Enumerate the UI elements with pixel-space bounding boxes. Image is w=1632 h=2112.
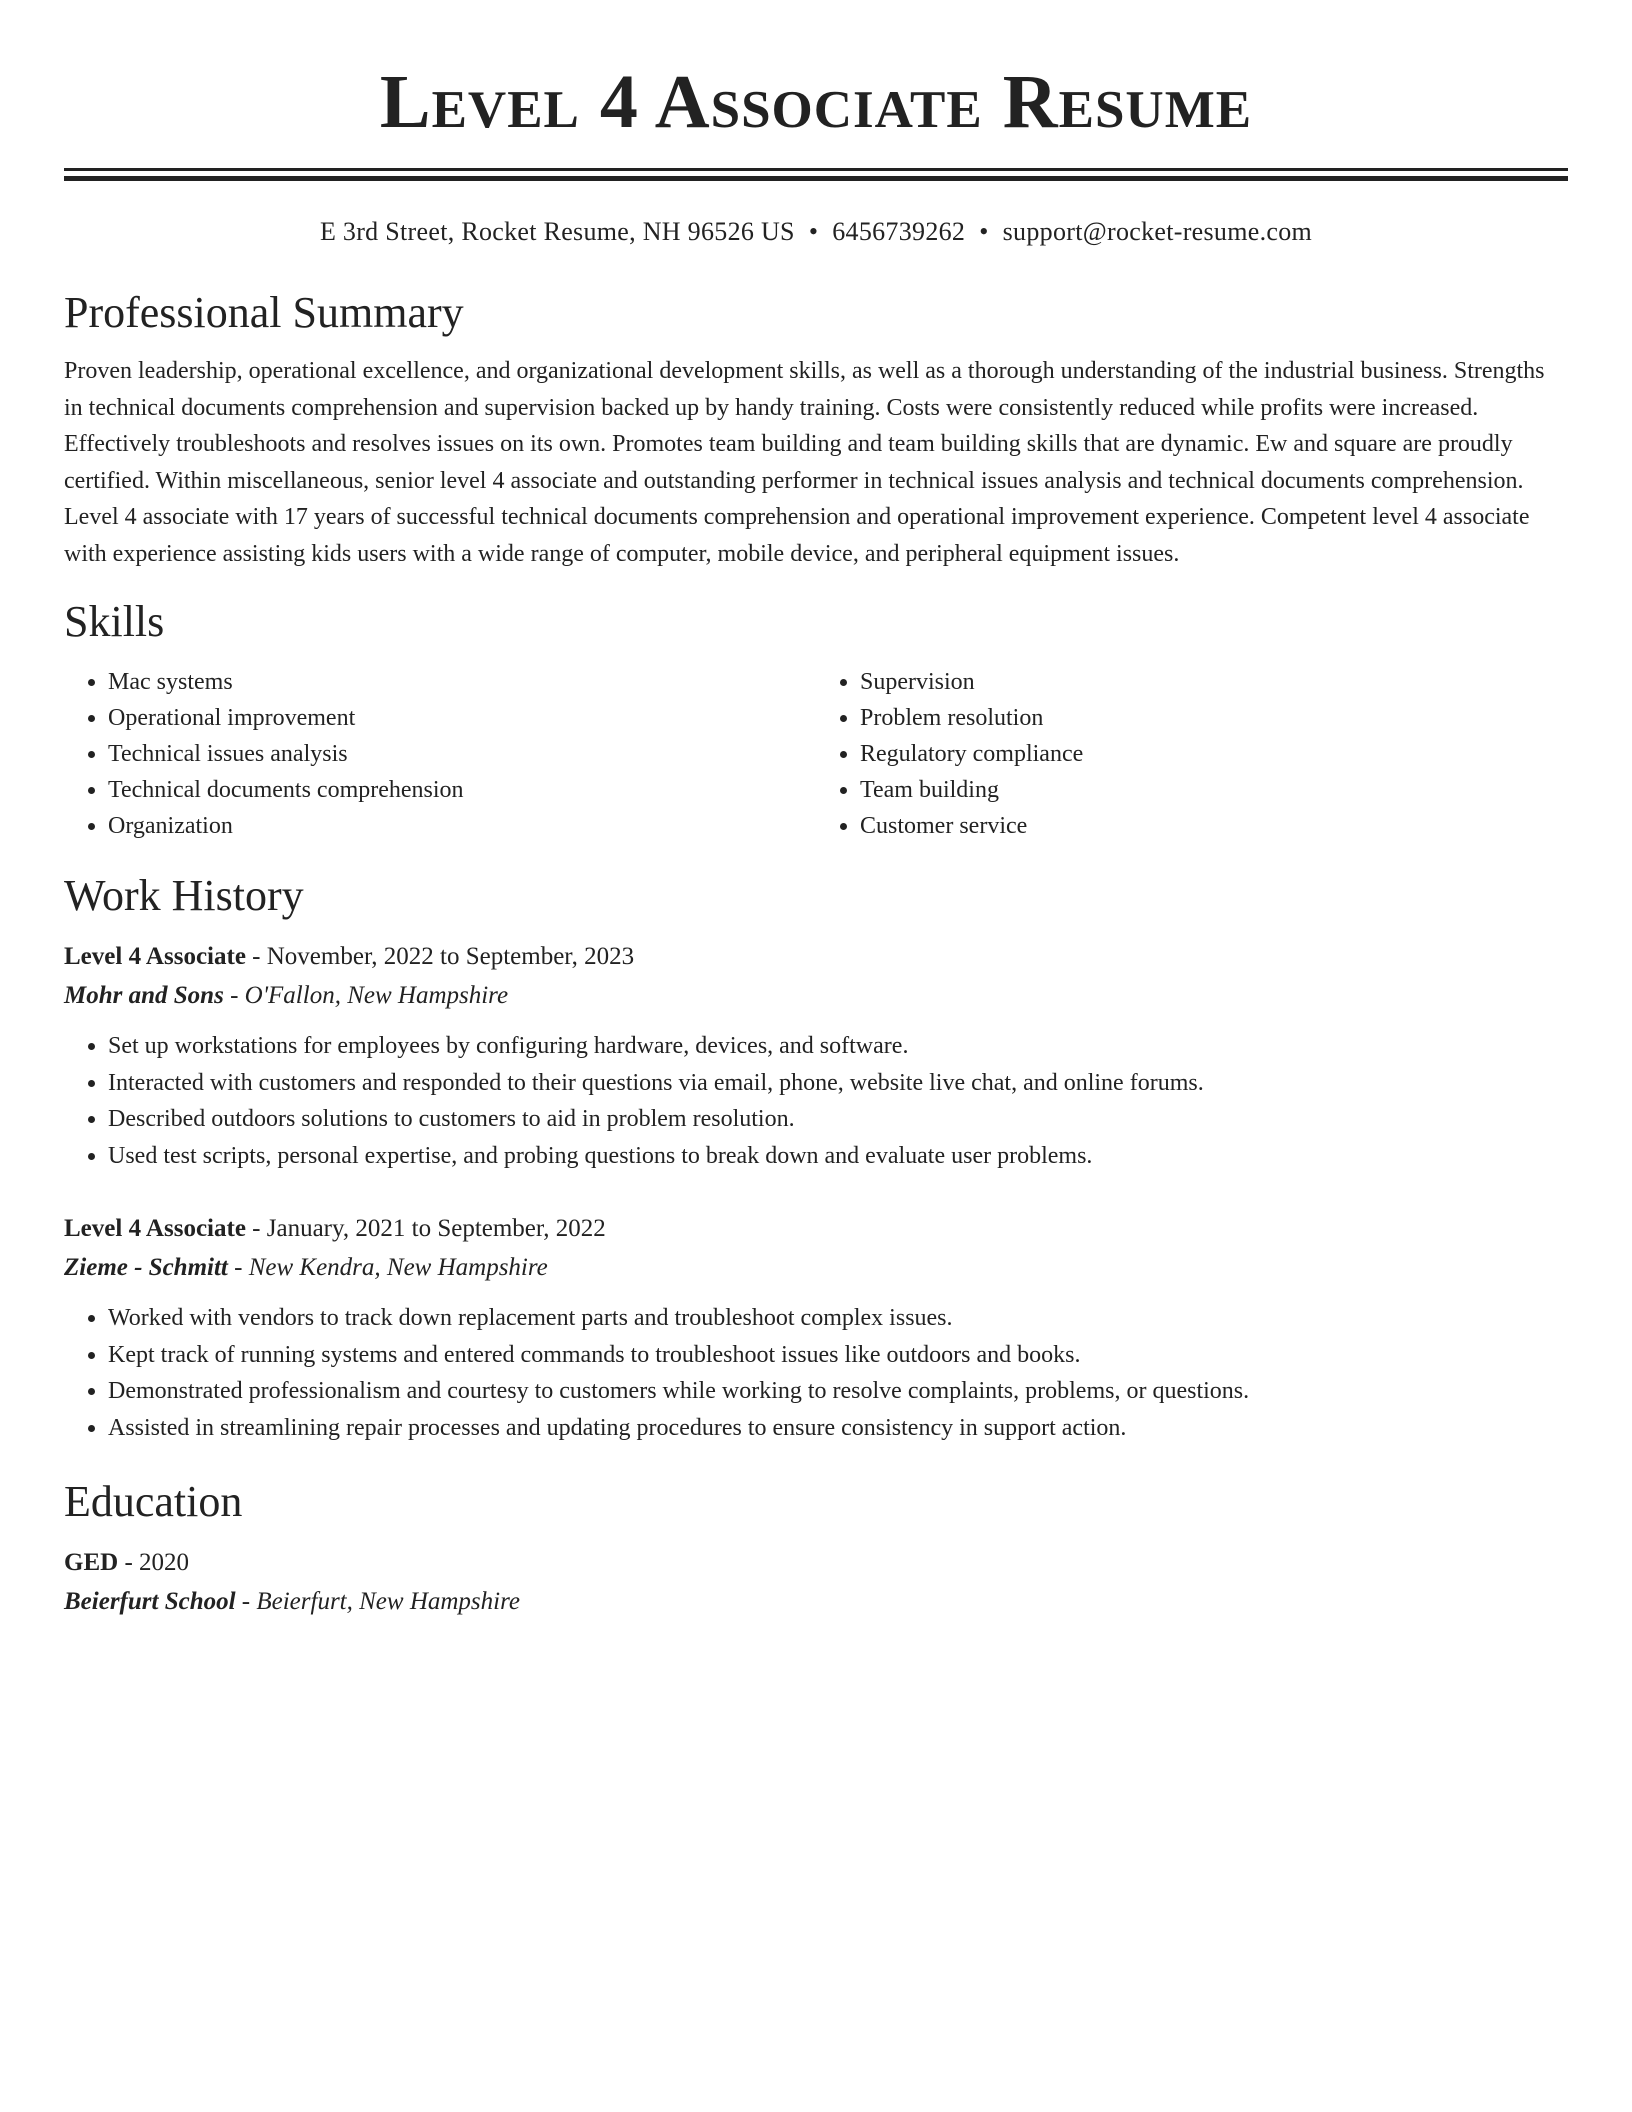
job-duty: • Demonstrated professionalism and courtesy to customers while working to resolve complaints, problems, or questions. — [108, 1373, 1568, 1410]
job-dates: - November, 2022 to September, 2023 — [245, 943, 635, 970]
skills-column-right — [816, 664, 1568, 844]
employer-location: - New Kendra, New Hampshire — [227, 1254, 548, 1281]
resume-title: Level 4 Associate Resume — [379, 60, 1253, 144]
job-duties — [64, 1028, 1568, 1174]
skills-heading: Skills — [64, 597, 165, 646]
job-title-line — [64, 938, 1568, 976]
employer-line — [64, 976, 1568, 1016]
contact-separator: • — [979, 217, 989, 246]
contact-email: support@rocket-resume.com — [1002, 217, 1313, 246]
degree-line — [64, 1544, 1568, 1582]
contact-address: E 3rd Street, Rocket Resume, NH 96526 US — [319, 217, 795, 246]
job-duty: • Interacted with customers and responded to their questions via email, phone, website live chat, and online forums. — [108, 1065, 1568, 1102]
skills-list — [64, 664, 1568, 844]
skill-item: • Organization — [108, 808, 816, 844]
job-duty: • Worked with vendors to track down replacement parts and troubleshoot complex issues. — [108, 1300, 1568, 1337]
job-duty: • Described outdoors solutions to customers to aid in problem resolution. — [108, 1101, 1568, 1138]
skill-item: • Regulatory compliance — [860, 736, 1568, 772]
school-line — [64, 1582, 1568, 1622]
skill-item: • Supervision — [860, 664, 1568, 700]
contact-phone: 6456739262 — [832, 217, 966, 246]
job-entry — [64, 938, 1568, 1174]
school-location: - Beierfurt, New Hampshire — [235, 1588, 521, 1615]
job-duty: • Assisted in streamlining repair processes and updating procedures to ensure consistency in support action. — [108, 1410, 1568, 1447]
skill-item: • Technical documents comprehension — [108, 772, 816, 808]
contact-separator: • — [808, 217, 819, 246]
degree-name: GED — [64, 1549, 119, 1576]
job-duty: • Kept track of running systems and entered commands to troubleshoot issues like outdoors and books. — [108, 1337, 1568, 1374]
employer-line — [64, 1248, 1568, 1288]
job-title: Level 4 Associate — [64, 943, 246, 970]
skill-item: • Problem resolution — [860, 700, 1568, 736]
job-duties — [64, 1300, 1568, 1446]
job-title-line — [64, 1210, 1568, 1248]
education-entry — [64, 1544, 1568, 1622]
title-divider-bottom — [64, 176, 1568, 181]
job-title: Level 4 Associate — [64, 1215, 246, 1242]
skill-item: • Technical issues analysis — [108, 736, 816, 772]
job-dates: - January, 2021 to September, 2022 — [245, 1215, 606, 1242]
skill-item: • Team building — [860, 772, 1568, 808]
skill-item: • Customer service — [860, 808, 1568, 844]
school-name: Beierfurt School — [64, 1588, 236, 1615]
job-duty: • Used test scripts, personal expertise, and probing questions to break down and evaluate user problems. — [108, 1138, 1568, 1175]
skill-item: • Mac systems — [108, 664, 816, 700]
skills-column-left — [64, 664, 816, 844]
summary-text: Proven leadership, operational excellence, and organizational development skills, as well as a thorough understanding of the industrial business. Strengths in technical documents comprehension and supervision backed up by handy training. Costs were consistently reduced while profits were increased. Effectively troubleshoots and resolves issues on its own. Promotes team building and team building skills that are dynamic. Ew and square are proudly certified. Within miscellaneous, senior level 4 associate and outstanding performer in technical issues analysis and technical documents comprehension. Level 4 associate with 17 years of successful technical documents comprehension and operational improvement experience. Competent level 4 associate with experience assisting kids users with a wide range of computer, mobile device, and peripheral equipment issues. — [64, 358, 1545, 567]
job-duty: • Set up workstations for employees by configuring hardware, devices, and software. — [108, 1028, 1568, 1065]
employer-name: Mohr and Sons — [64, 982, 224, 1009]
job-entry — [64, 1210, 1568, 1446]
title-divider-top — [64, 168, 1568, 171]
education-heading: Education — [64, 1477, 243, 1526]
employer-location: - O'Fallon, New Hampshire — [223, 982, 509, 1009]
summary-heading: Professional Summary — [64, 288, 464, 337]
skill-item: • Operational improvement — [108, 700, 816, 736]
contact-line — [64, 215, 1568, 249]
work-history-heading: Work History — [64, 871, 304, 920]
degree-year: - 2020 — [118, 1549, 190, 1576]
employer-name: Zieme - Schmitt — [64, 1254, 228, 1281]
